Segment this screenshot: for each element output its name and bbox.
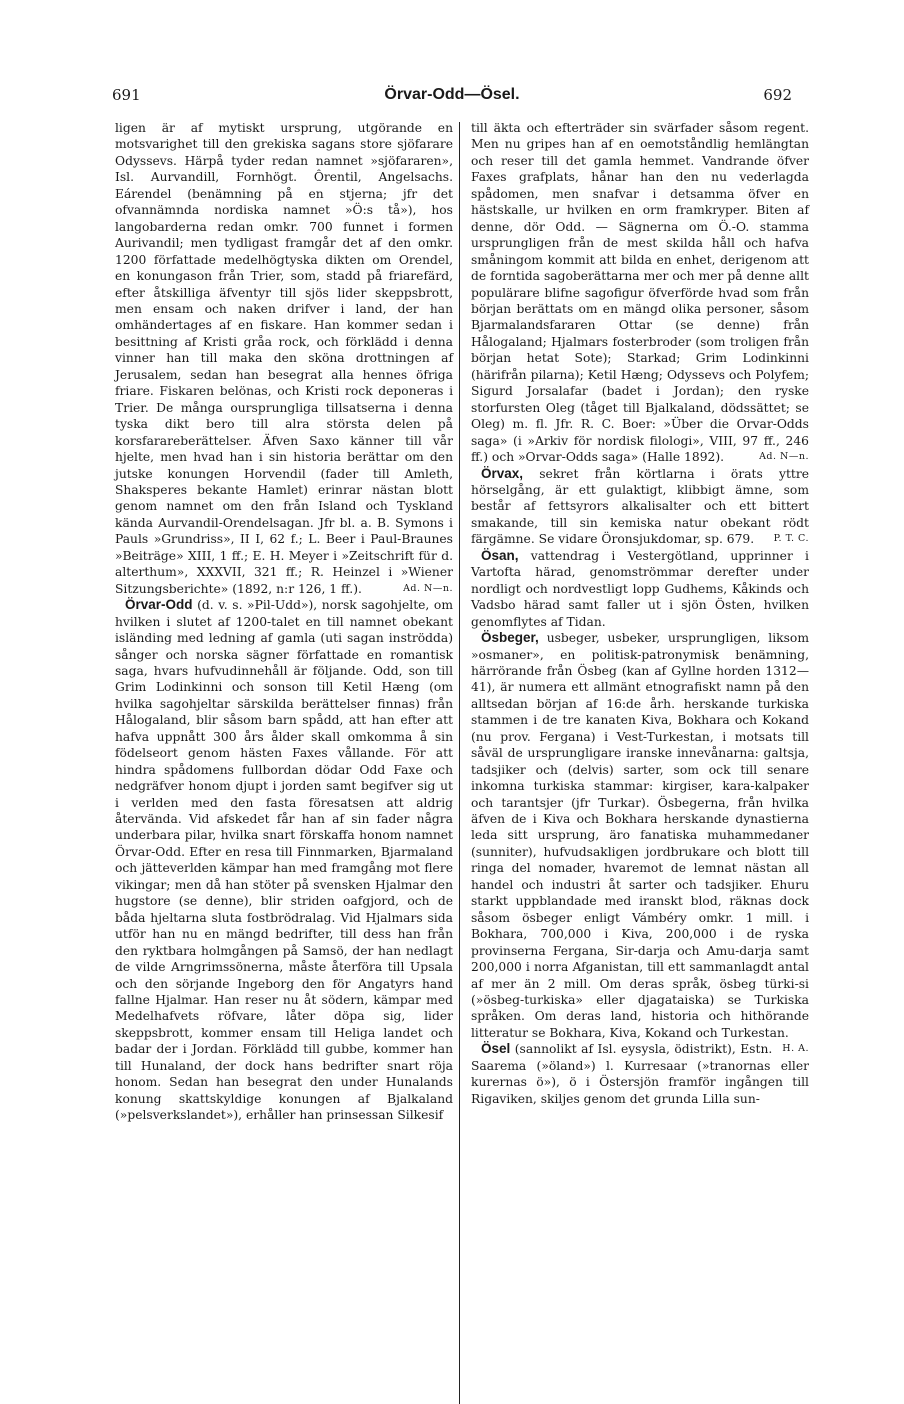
column-divider bbox=[459, 122, 460, 1404]
paragraph-text: (d. v. s. »Pil-Udd»), norsk sagohjelte, om hvilken i slutet af 1200-talet en till namnet obekant isländing med ledning af gamla (uti sagan inströdda) sånger och norska sägner författade en romantisk saga, hvars hufvudinnehåll är följande. Odd, son till Grim Lodinkinni och sonson till Ketil Hæng (om hvilka sagohjeltar särskilda berättelser finnas) från Hålogaland, blir såsom barn spådd, att han efter att hafva uppnått 300 års ålder skall omkomma å sin födelseort genom hästen Faxes vållande. För att hindra spådomens fullbordan dödar Odd Faxe och nedgräfver honom djupt i jorden samt begifver sig ut i verlden med den fasta föresatsen att aldrig återvända. Vid afskedet får han af sin fader några underbara pilar, hvilka snart förskaffa honom namnet Örvar-Odd. Efter en resa till Finnmarken, Bjarmaland och jätteverlden kämpar han med framgång mot flere vikingar; men då han stöter på svensken Hjalmar den hugstore (se denne), blir striden oafgjord, och de båda hjeltarna sluta fostbrödralag. Vid Hjalmars sida utför han nu en mängd bedrifter, till dess han från den ryktbara holmgången på Samsö, der han nedlagt de vilde Arngrimssönerna, måste återföra till Upsala och den sörjande Ingeborg den för Angatyrs hand fallne Hjalmar. Han reser nu åt södern, kämpar med Medelhafvets röfvare, låter döpa sig, lider skeppsbrott, kommer ensam till Heliga landet och badar der i Jordan. Förklädd till gubbe, kommer han till Hunaland, der dock hans bedrifter snart röja honom. Sedan han besegrat den under Hunalands konung skattskyldige konungen af Bjalkaland (»pelsverkslandet»), erhåller han prinsessan Silkesif bbox=[115, 598, 453, 1123]
page-number-left: 691 bbox=[112, 86, 141, 104]
headword: Örvar-Odd bbox=[125, 597, 193, 613]
headword: Ösel bbox=[481, 1041, 511, 1057]
article-orvar-odd bbox=[115, 597, 453, 1124]
paragraph-text: (sannolikt af Isl. eysysla, ödistrikt), Estn. Saarema (»öland») l. Kurresaar (»tranornas eller kurernas ö»), ö i Östersjön framför ingången till Rigaviken, skiljes genom det grunda Lilla sun- bbox=[471, 1042, 809, 1106]
left-column bbox=[115, 120, 453, 1124]
author-signature: Ad. N—n. bbox=[403, 582, 453, 594]
article-orvax bbox=[471, 466, 809, 548]
headword: Ösbeger, bbox=[481, 630, 539, 646]
running-title: Örvar-Odd—Ösel. bbox=[384, 86, 520, 103]
paragraph-text: sekret från körtlarna i örats yttre hörselgång, är ett gulaktigt, klibbigt ämne, som består af fettsyrors alkalisalter och ett bittert smakande, till sin kemiska natur obekant rödt färgämne. Se vidare Öronsjukdomar, sp. 679. bbox=[471, 466, 809, 547]
page-header bbox=[112, 86, 792, 110]
article-osan bbox=[471, 548, 809, 630]
author-signature: P. T. C. bbox=[773, 533, 809, 545]
article-continuation bbox=[115, 120, 453, 597]
article-osel bbox=[471, 1041, 809, 1107]
paragraph-text: till äkta och efterträder sin svärfader såsom regent. Men nu gripes han af en oemotståndlig hemlängtan och reser till det gamla hemmet. Vandrande öfver Faxes grafplats, hånar han den nu vederlagda spådomen, men snafvar i detsamma öfver en hästskalle, ur hvilken en orm framkryper. Biten af denne, dör Odd. — Sägnerna om Ö.-O. stamma ursprungligen från de mest skilda håll och hafva småningom kommit att bilda en enhet, derigenom att de forntida sagoberättarna mer och mer på denne allt populärare blifne sagofigur öfverförde hvad som från början berättats om en mängd olika personer, såsom Bjarmalandsfararen Ottar (se denne) från Hålogaland; Hjalmars fosterbroder (som troligen från början hetat Sote); Starkad; Grim Lodinkinni (härifrån pilarna); Ketil Hæng; Odyssevs och Polyfem; Sigurd Jorsalafar (badet i Jordan); den ryske storfursten Oleg (tåget till Bjalkaland, dödssättet; se Oleg) m. fl. Jfr. R. C. Boer: »Über die Orvar-Odds saga» (i »Arkiv för nordisk filologi», VIII, 97 ff., 246 ff.) och »Orvar-Odds saga» (Halle 1892). bbox=[471, 121, 809, 465]
author-signature: Ad. N—n. bbox=[759, 451, 809, 463]
headword: Ösan, bbox=[481, 547, 519, 563]
right-column bbox=[471, 120, 809, 1107]
author-signature: H. A. bbox=[782, 1043, 809, 1055]
headword: Örvax, bbox=[481, 465, 524, 481]
page-number-right: 692 bbox=[763, 86, 792, 104]
paragraph-text: vattendrag i Vestergötland, upprinner i Vartofta härad, genomströmmar derefter under nordligt och nordvestligt lopp Gudhems, Kåkinds och Vadsbo härad samt faller ut i sjön Östen, hvilken genomflytes af Tidan. bbox=[471, 548, 809, 629]
article-continuation bbox=[471, 120, 809, 466]
paragraph-text: ligen är af mytiskt ursprung, utgörande en motsvarighet till den grekiska sagans store sjöfarare Odyssevs. Härpå tyder redan namnet »sjöfararen», Isl. Aurvandill, Fornhögt. Ôrentil, Angelsachs. Eárendel (benämning på en stjerna; jfr det ofvannämnda nordiska namnet »Ö:s tå»), hos langobarderna redan omkr. 700 funnet i formen Aurivandil; men tydligast framgår det af den omkr. 1200 författade medelhögtyska dikten om Orendel, en konungason från Trier, som, stadd på friarefärd, efter åtskilliga äfventyr till sjös lider skeppsbrott, men ensam och naken drifver i land, der han omhändertages af en fiskare. Han kommer sedan i besittning af Kristi gråa rock, och förklädd i denna vinner han till maka den sköna drottningen af Jerusalem, sedan han besegrat alla hennes öfriga friare. Fiskaren belönas, och Kristi rock deponeras i Trier. De många oursprungliga tillsatserna i denna tyska dikt bero till alra största delen på korsfarareberättelser. Äfven Saxo känner till vår hjelte, men hvad han i sin historia berättar om den jutske konungen Horvendil (fader till Amleth, Shaksperes bekante Hamlet) erinrar nästan blott genom namnet om den från Island och Tyskland kända Aurvandil-Orendelsagan. Jfr bl. a. B. Symons i Pauls »Grundriss», II I, 62 f.; L. Beer i Paul-Braunes »Beiträge» XIII, 1 ff.; E. H. Meyer i »Zeitschrift für d. alterthum», XXXVII, 321 ff.; R. Heinzel i »Wiener Sitzungsberichte» (1892, n:r 126, 1 ff.). bbox=[115, 121, 453, 596]
paragraph-text: usbeger, usbeker, ursprungligen, liksom »osmaner», en politisk-patronymisk benämning, härrörande från Ösbeg (kan af Gyllne horden 1312—41), är numera ett allmänt etnografiskt namn på den alltsedan början af 16:de årh. herskande turkiska stammen i de tre kanaten Kiva, Bokhara och Kokand (nu prov. Fergana) i Vest-Turkestan, i motsats till såväl de ursprungligare iranske innevånarna: galtsja, tadsjiker och (delvis) sarter, som ock till senare inkomna turkiska stammar: kirgiser, kara-kalpaker och tarantsjer (jfr Turkar). Ösbegerna, från hvilka äfven de i Kiva och Bokhara herskande dynastierna leda sitt ursprung, äro fanatiska muhammedaner (sunniter), hufvudsakligen jordbrukare och blott till ringa del nomader, hvaremot de lemnat nästan all handel och industri åt sarter och tadsjiker. Ehuru starkt uppblandade med iranskt blod, räknas dock såsom ösbeger enligt Vámbéry omkr. 1 mill. i Bokhara, 700,000 i Kiva, 200,000 i de ryska provinserna Fergana, Sir-darja och Amu-darja samt 200,000 i norra Afganistan, till ett sammanlagdt antal af mer än 2 mill. Om deras språk, ösbeg türki-si (»ösbeg-turkiska» eller djagataiska) se Turkiska språken. Om deras land, historia och hithörande litteratur se Bokhara, Kiva, Kokand och Turkestan. bbox=[471, 631, 809, 1040]
